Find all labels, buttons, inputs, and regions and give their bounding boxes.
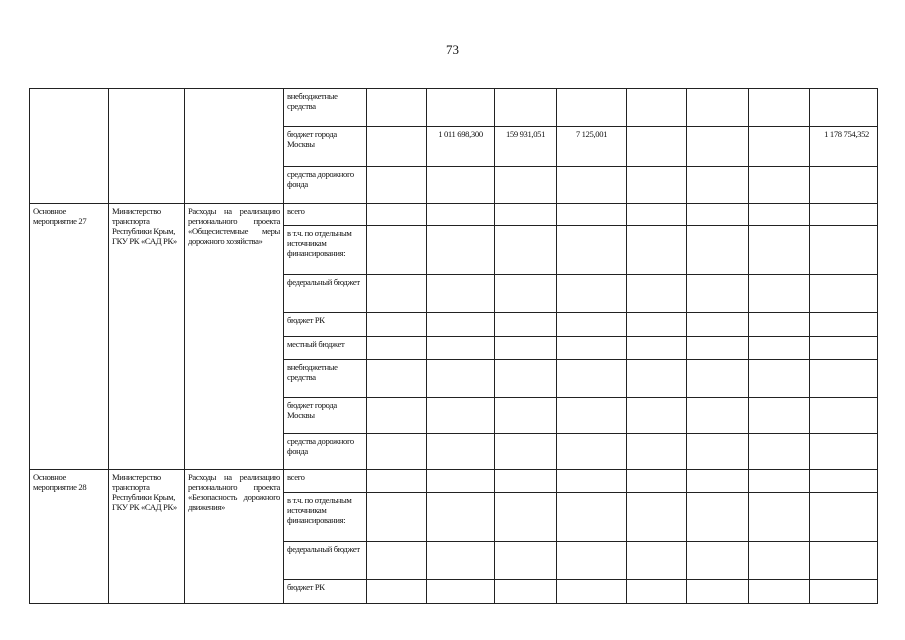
value-cell (557, 470, 627, 493)
source-cell: внебюджетные средства (284, 360, 367, 398)
source-cell: бюджет города Москвы (284, 127, 367, 167)
value-cell (810, 580, 878, 604)
value-cell (495, 398, 557, 434)
value-cell (495, 470, 557, 493)
source-cell: местный бюджет (284, 337, 367, 360)
value-cell (810, 434, 878, 470)
value-cell (627, 313, 687, 337)
value-cell (687, 493, 749, 542)
value-cell (495, 275, 557, 313)
value-cell (367, 542, 427, 580)
value-cell (427, 434, 495, 470)
value-cell (367, 360, 427, 398)
value-cell (367, 398, 427, 434)
source-cell: федеральный бюджет (284, 275, 367, 313)
table-row (30, 204, 878, 226)
value-cell (687, 89, 749, 127)
source-cell: внебюджетные средства (284, 89, 367, 127)
value-cell (749, 470, 810, 493)
value-cell (627, 434, 687, 470)
value-cell (367, 204, 427, 226)
value-cell (367, 470, 427, 493)
value-cell (427, 493, 495, 542)
value-cell (749, 398, 810, 434)
value-cell (687, 398, 749, 434)
value-cell (427, 89, 495, 127)
source-cell: бюджет города Москвы (284, 398, 367, 434)
executor-cell (109, 89, 185, 204)
value-cell: 7 125,001 (557, 127, 627, 167)
value-cell (427, 313, 495, 337)
value-cell (627, 127, 687, 167)
value-cell (557, 360, 627, 398)
executor-cell: Министерство транспорта Республики Крым, ГКУ РК «САД РК» (109, 204, 185, 470)
value-cell: 1 178 754,352 (810, 127, 878, 167)
value-cell (427, 360, 495, 398)
value-cell (810, 313, 878, 337)
value-cell (427, 580, 495, 604)
value-cell (427, 275, 495, 313)
value-cell (367, 226, 427, 275)
value-cell (627, 360, 687, 398)
value-cell (687, 470, 749, 493)
value-cell (495, 434, 557, 470)
value-cell (810, 542, 878, 580)
value-cell (627, 337, 687, 360)
value-cell (749, 493, 810, 542)
value-cell: 1 011 698,300 (427, 127, 495, 167)
description-cell (185, 89, 284, 204)
table-row (30, 89, 878, 127)
value-cell (367, 89, 427, 127)
value-cell (749, 580, 810, 604)
value-cell (495, 580, 557, 604)
value-cell (557, 493, 627, 542)
value-cell (810, 204, 878, 226)
value-cell (627, 204, 687, 226)
value-cell (749, 167, 810, 204)
value-cell (749, 434, 810, 470)
value-cell (367, 167, 427, 204)
value-cell (810, 167, 878, 204)
value-cell (557, 313, 627, 337)
page-number: 73 (446, 42, 459, 57)
value-cell (810, 493, 878, 542)
value-cell (495, 167, 557, 204)
value-cell (495, 542, 557, 580)
table-row (30, 470, 878, 493)
value-cell (749, 313, 810, 337)
description-cell: Расходы на реализацию регионального проекта «Общесистемные меры дорожного хозяйства» (185, 204, 284, 470)
value-cell (495, 204, 557, 226)
value-cell (427, 226, 495, 275)
source-cell: бюджет РК (284, 313, 367, 337)
source-cell: федеральный бюджет (284, 542, 367, 580)
value-cell (557, 398, 627, 434)
value-cell (810, 337, 878, 360)
value-cell (749, 89, 810, 127)
source-cell: средства дорожного фонда (284, 434, 367, 470)
value-cell (427, 337, 495, 360)
value-cell (749, 542, 810, 580)
value-cell (557, 337, 627, 360)
value-cell (367, 493, 427, 542)
value-cell (810, 470, 878, 493)
value-cell (687, 542, 749, 580)
value-cell (749, 360, 810, 398)
value-cell (427, 398, 495, 434)
measure-cell (30, 89, 109, 204)
source-cell: в т.ч. по отдельным источникам финансирования: (284, 226, 367, 275)
source-cell: в т.ч. по отдельным источникам финансирования: (284, 493, 367, 542)
value-cell (627, 542, 687, 580)
budget-table (29, 88, 878, 604)
value-cell (627, 167, 687, 204)
value-cell (687, 337, 749, 360)
value-cell (495, 89, 557, 127)
value-cell (627, 493, 687, 542)
source-cell: всего (284, 470, 367, 493)
measure-cell: Основное мероприятие 28 (30, 470, 109, 604)
value-cell (749, 204, 810, 226)
value-cell (367, 275, 427, 313)
value-cell (687, 434, 749, 470)
description-cell: Расходы на реализацию регионального проекта «Безопасность дорожного движения» (185, 470, 284, 604)
value-cell (810, 360, 878, 398)
source-cell: средства дорожного фонда (284, 167, 367, 204)
value-cell (367, 337, 427, 360)
table-body (30, 89, 878, 604)
source-cell: бюджет РК (284, 580, 367, 604)
value-cell (749, 127, 810, 167)
value-cell (495, 313, 557, 337)
value-cell (627, 580, 687, 604)
value-cell (810, 226, 878, 275)
value-cell (367, 127, 427, 167)
value-cell (749, 275, 810, 313)
value-cell (557, 434, 627, 470)
value-cell (687, 313, 749, 337)
value-cell (557, 167, 627, 204)
measure-cell: Основное мероприятие 27 (30, 204, 109, 470)
value-cell (687, 360, 749, 398)
value-cell (627, 398, 687, 434)
value-cell (687, 275, 749, 313)
value-cell (749, 226, 810, 275)
value-cell (627, 89, 687, 127)
value-cell (749, 337, 810, 360)
value-cell (557, 275, 627, 313)
value-cell (367, 434, 427, 470)
value-cell (810, 398, 878, 434)
value-cell (557, 226, 627, 275)
value-cell (495, 226, 557, 275)
value-cell (557, 580, 627, 604)
value-cell (810, 89, 878, 127)
value-cell (427, 542, 495, 580)
executor-cell: Министерство транспорта Республики Крым, ГКУ РК «САД РК» (109, 470, 185, 604)
value-cell (367, 580, 427, 604)
value-cell (495, 337, 557, 360)
value-cell (810, 275, 878, 313)
value-cell (687, 226, 749, 275)
value-cell (627, 275, 687, 313)
value-cell (687, 167, 749, 204)
value-cell (627, 470, 687, 493)
value-cell (557, 542, 627, 580)
value-cell (367, 313, 427, 337)
value-cell (557, 89, 627, 127)
value-cell (427, 204, 495, 226)
value-cell (687, 580, 749, 604)
value-cell (557, 204, 627, 226)
value-cell (627, 226, 687, 275)
value-cell (427, 167, 495, 204)
source-cell: всего (284, 204, 367, 226)
value-cell (495, 493, 557, 542)
value-cell: 159 931,051 (495, 127, 557, 167)
value-cell (687, 204, 749, 226)
value-cell (427, 470, 495, 493)
value-cell (687, 127, 749, 167)
value-cell (495, 360, 557, 398)
